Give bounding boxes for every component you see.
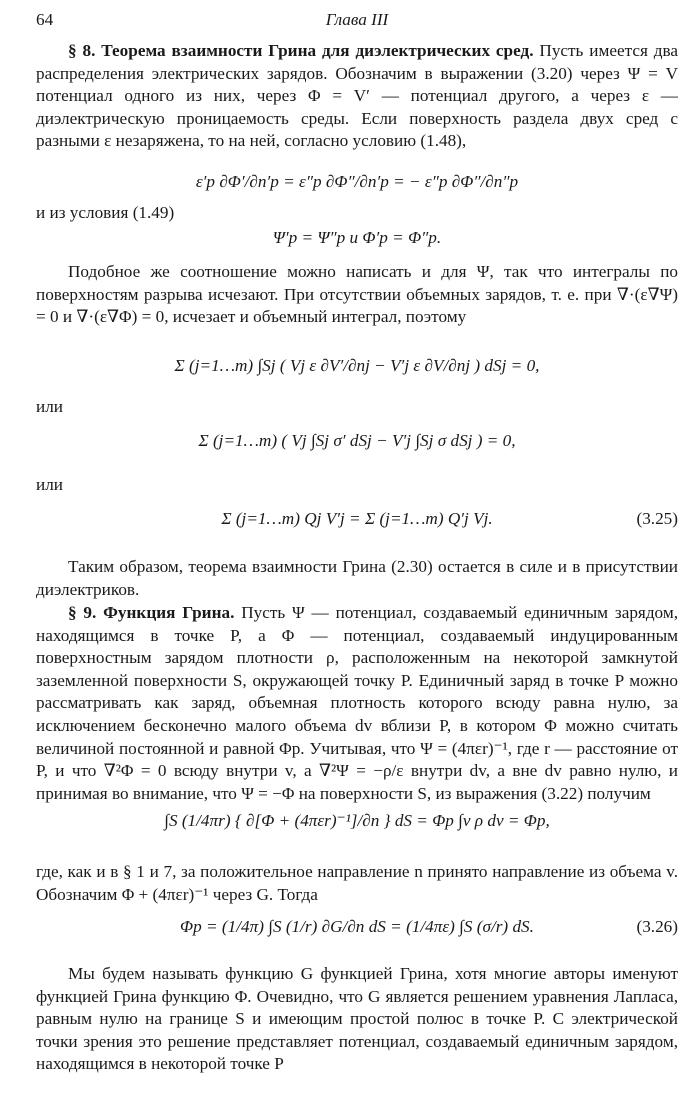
equation-number: (3.25) [636, 509, 678, 528]
equation-number: (3.26) [636, 917, 678, 936]
sec9-paragraph-3: Мы будем называть функцию G функцией Грина, хотя многие авторы именуют функцией Грина функцию Φ. Очевидно, что G является решением уравнения Лапласа, равным нулю на границе S и имеющим простой полюс в точке P. С электрической точки зрения это решение представляет потенциал, создаваемый единичным зарядом, находящимся в некоторой точке P [36, 964, 678, 1074]
equation-text: Σ (j=1…m) ( Vj ∫Sj σ′ dSj − V′j ∫Sj σ dSj ) = 0, [198, 431, 516, 450]
sec9-paragraph-2: где, как и в § 1 и 7, за положительное направление n принято направление из объема v. Обозначим Φ + (4πεr)⁻¹ через G. Тогда [36, 862, 678, 904]
sec8-intro-text: Пусть имеется два распределения электрических зарядов. Обозначим в выражении (3.20) через Ψ = V потенциал одного из них, через Φ = V′ — потенциал другого, а через ε — диэлектрическую проницаемость среды. Если поверхность раздела двух сред с разными ε незаряжена, то на ней, согласно условию (1.48), [36, 41, 679, 151]
equation-text: ε′p ∂Φ′/∂n′p = ε″p ∂Φ″/∂n′p = − ε″p ∂Φ″/∂n″p [195, 172, 519, 191]
equation-text: ∫S (1/4πr) { ∂[Φ + (4πεr)⁻¹]/∂n } dS = Φp ∫v ρ dv = Φp, [164, 811, 550, 830]
equation-text: Σ (j=1…m) ∫Sj ( Vj ε ∂V′/∂nj − V′j ε ∂V/∂nj ) dSj = 0, [174, 356, 540, 375]
connective-word: или [36, 475, 63, 494]
chapter-title: Глава III [325, 10, 389, 29]
equation-text: Σ (j=1…m) Qj V′j = Σ (j=1…m) Q′j Vj. [221, 509, 493, 528]
equation-3-26 [36, 905, 678, 955]
running-header [36, 10, 678, 32]
sec8-paragraph-1 [36, 40, 678, 153]
equation-3-25 [36, 493, 678, 549]
page-number: 64 [36, 10, 54, 29]
equation-boundary-condition [36, 162, 678, 202]
equation-continuity [36, 222, 678, 262]
sec8-paragraph-3: Подобное же соотношение можно написать и для Ψ, так что интегралы по поверхностям разрыва исчезают. При отсутствии объемных зарядов, т. е. при ∇·(ε∇Ψ) = 0 и ∇·(ε∇Φ) = 0, исчезает и объемный интеграл, поэтому [36, 262, 678, 327]
sec9-intro-text: Пусть Ψ — потенциал, создаваемый единичным зарядом, находящимся в точке P, а Φ — потенциал, создаваемый индуцированным поверхностным зарядом плотности ρ, расположенным на некоторой замкнутой заземленной поверхности S, окружающей точку P. Единичный заряд в точке P можно рассматривать как заряд, объемная плотность которого всюду равна нулю, за исключением бесконечно малого объема dv вблизи P, в котором Φ можно считать величиной постоянной и равной Φp. Учитывая, что Ψ = (4πεr)⁻¹, где r — расстояние от P, и что ∇²Φ = 0 всюду внутри v, а ∇²Ψ = −ρ/ε внутри dv, а вне dv равно нулю, и принимая во внимание, что Ψ = −Φ на поверхности S, из выражения (3.22) получим [36, 603, 679, 803]
equation-text: Ψ′p = Ψ″p и Φ′p = Φ″p. [272, 228, 442, 247]
sec9-title: § 9. Функция Грина. [68, 603, 235, 622]
equation-charge-density-sum [36, 415, 678, 471]
equation-text: Φp = (1/4π) ∫S (1/r) ∂G/∂n dS = (1/4πε) ∫S (σ/r) dS. [180, 917, 534, 936]
equation-green-integral [36, 797, 678, 853]
equation-surface-sum [36, 340, 678, 396]
sec8-title: § 8. Теорема взаимности Грина для диэлектрических сред. [68, 41, 534, 60]
sec8-paragraph-2: и из условия (1.49) [36, 203, 175, 222]
connective-word: или [36, 397, 63, 416]
sec9-paragraph-1 [36, 602, 678, 805]
sec8-paragraph-4: Таким образом, теорема взаимности Грина (2.30) остается в силе и в присутствии диэлектриков. [36, 557, 678, 599]
